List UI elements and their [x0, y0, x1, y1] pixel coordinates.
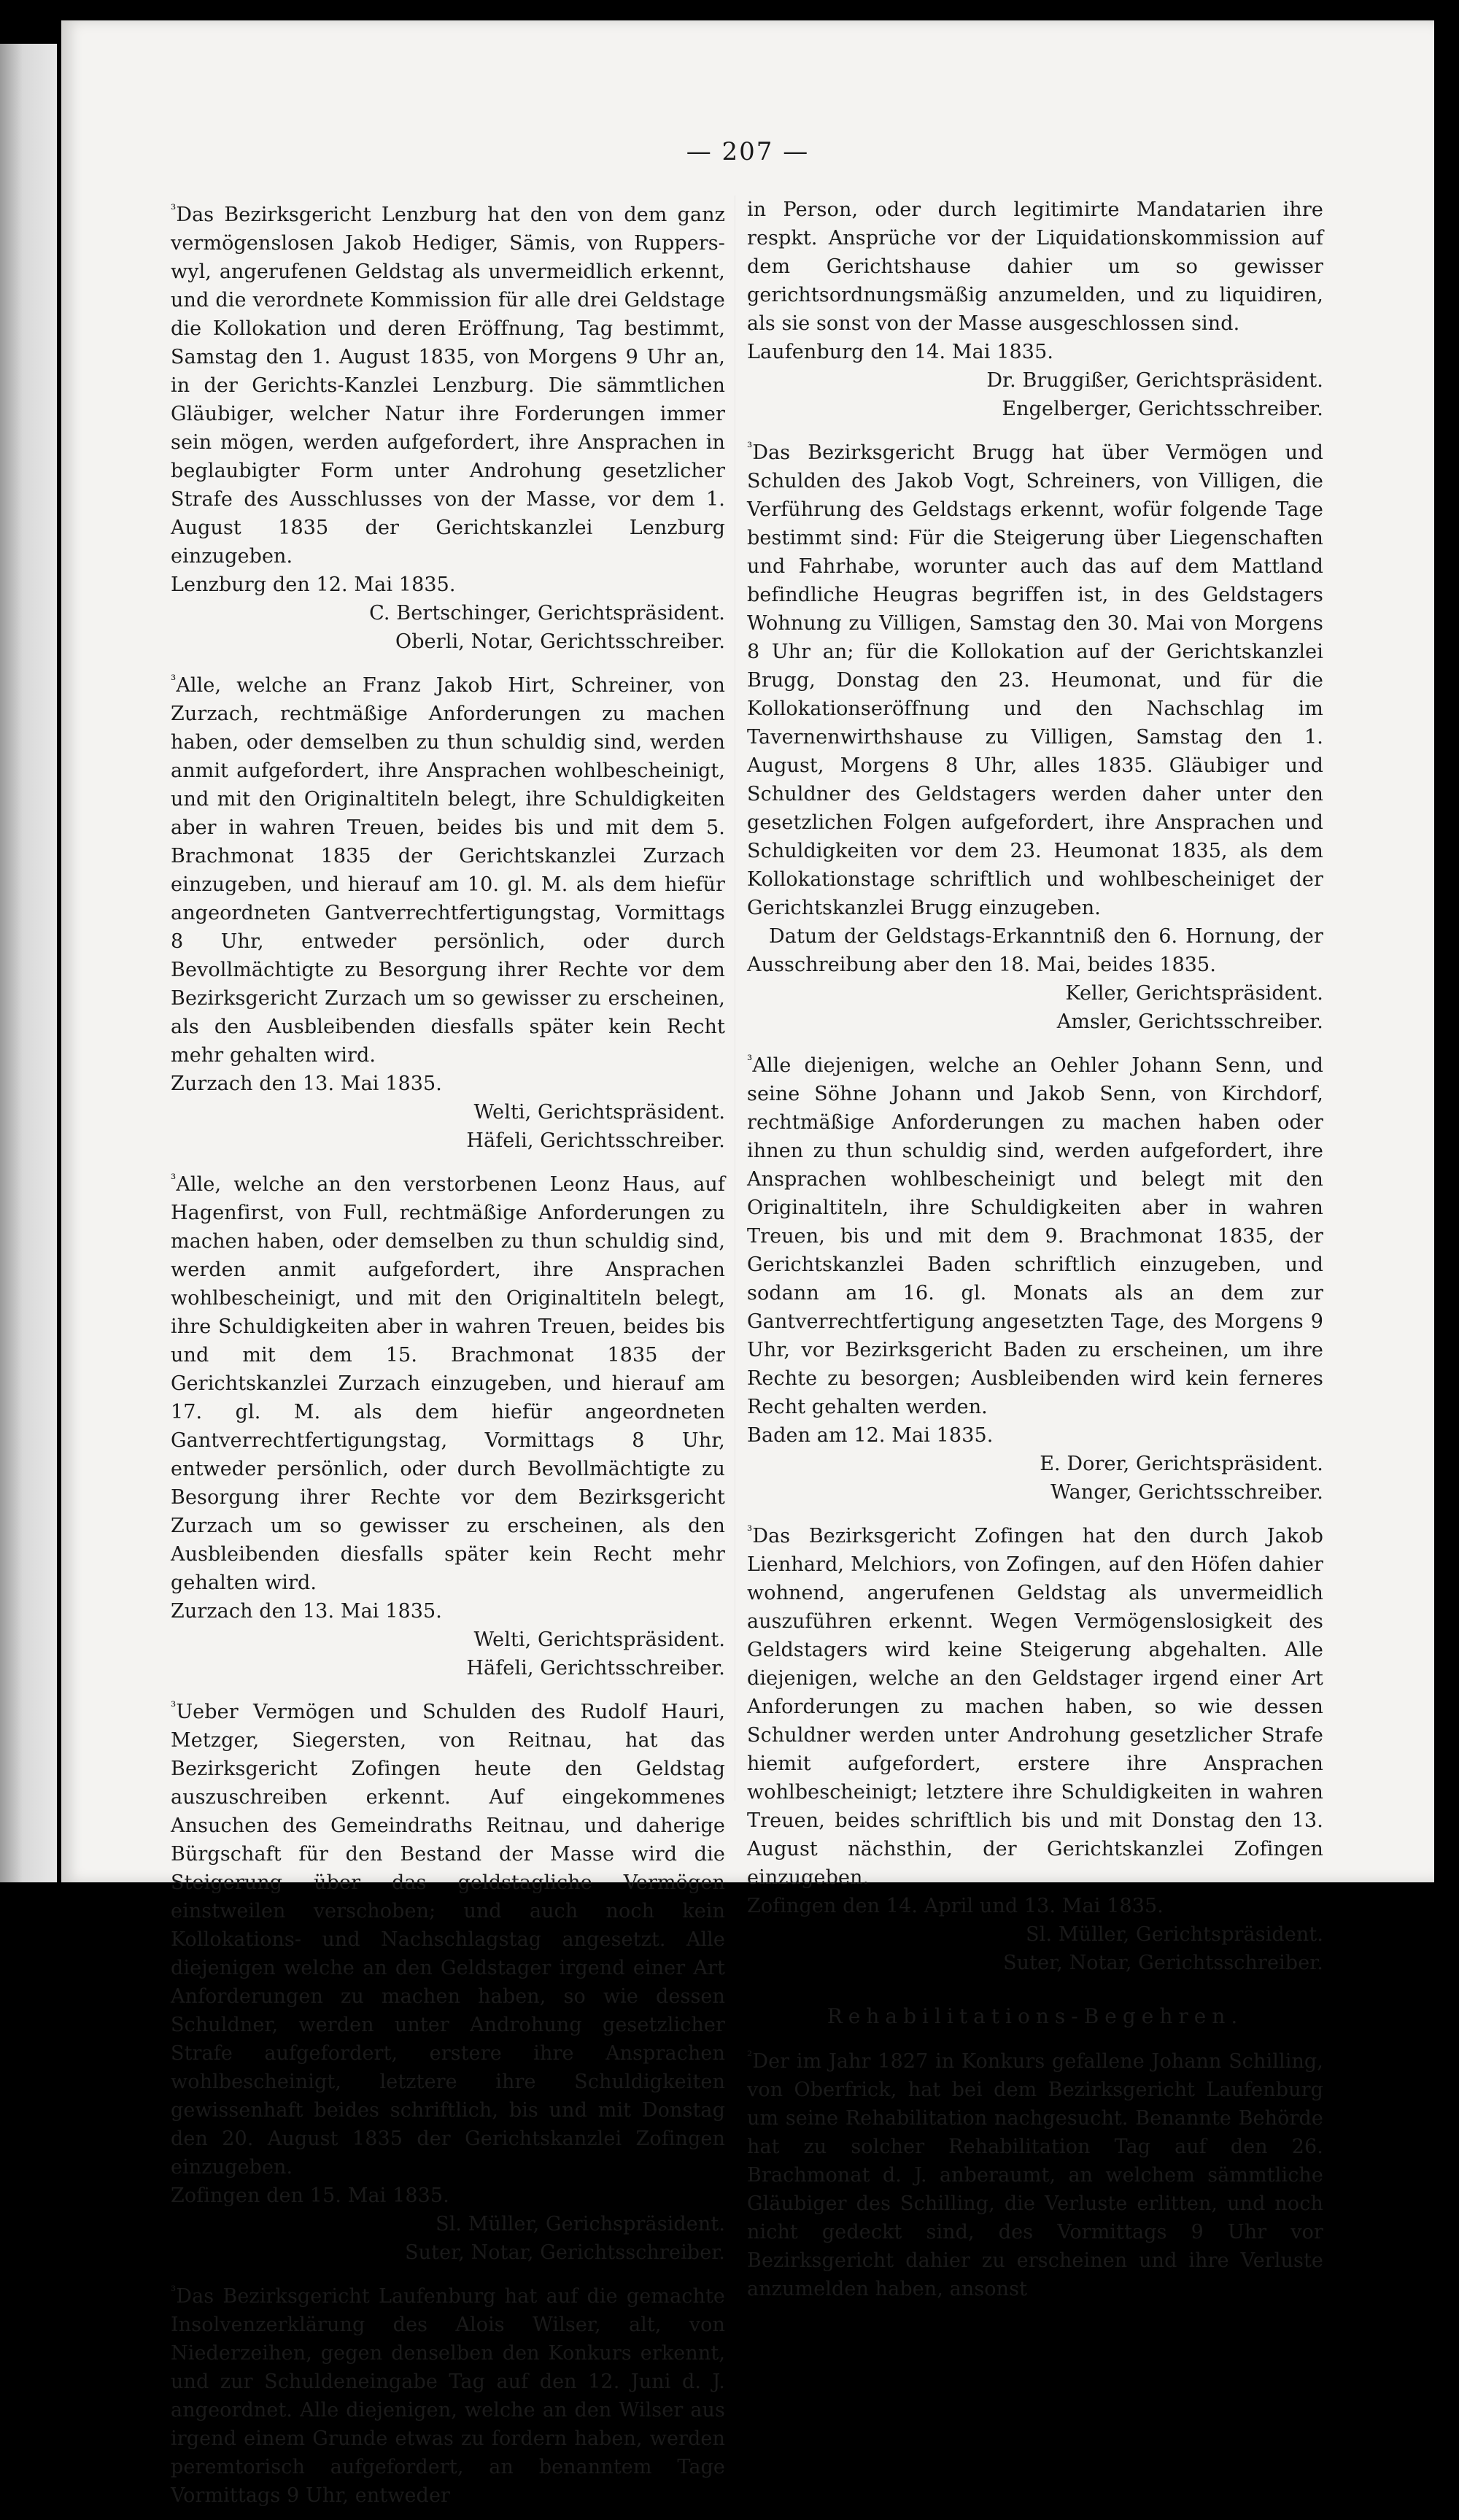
notice-spacer	[171, 1682, 725, 1693]
signature-line: Welti, Gerichtspräsident.	[473, 1101, 725, 1124]
notice-text: Der im Jahr 1827 in Konkurs gefallene Johann Schilling, von Oberfrick, hat bei dem Bezirksgericht Laufenburg um seine Rehabilitation nachgesucht. Benannte Behörde hat zu solcher Rehabilitation Tag auf den 26. Brachmonat d. J. anberaumt, an welchem sämmtliche Gläubiger des Schilling, die Verluste erlitten, und noch nicht gedeckt sind, des Vormittags 9 Uhr vor Bezirksgericht dahier zu erscheinen und ihre Verluste anzumelden haben, ansonst	[747, 2050, 1323, 2300]
notice-body	[171, 2277, 725, 2510]
signature-line: E. Dorer, Gerichtspräsident.	[1040, 1453, 1323, 1475]
notice-body	[171, 1165, 725, 1597]
signature-line: Amsler, Gerichtsschreiber.	[1056, 1010, 1323, 1033]
left-column	[171, 196, 725, 2520]
insertion-mark: ³	[747, 440, 753, 455]
notice-text: Das Bezirksgericht Zofingen hat den durch Jakob Lienhard, Melchiors, von Zofingen, auf den Höfen dahier wohnend, angerufenen Geldstag als unvermeidlich auszuführen erkennt. Wegen Vermögenslosigkeit des Geldstagers wird keine Steigerung abgehalten. Alle diejenigen, welche an den Geldstager irgend einer Art Anforderungen zu machen haben, so wie dessen Schuldner werden unter Androhung gesetzlicher Strafe hiemit aufgefordert, erstere ihre Ansprachen wohlbescheinigt; letztere ihre Schuldigkeiten in wahren Treuen, beides schriftlich bis und mit Donstag den 13. August nächsthin, der Gerichtskanzlei Zofingen einzugeben.	[747, 1525, 1323, 1889]
notice-text: Alle diejenigen, welche an Oehler Johann Senn, und seine Söhne Johann und Jakob Senn, von Kirchdorf, rechtmäßige Anforderungen zu machen haben oder ihnen zu thun schuldig sind, werden aufgefordert, ihre Ansprachen wohlbescheinigt und belegt mit den Originaltiteln, ihre Schuldigkeiten aber in wahren Treuen, bis und mit dem 9. Brachmonat 1835, der Gerichtskanzlei Baden schriftlich einzugeben, und sodann am 16. gl. Monats als an dem zur Gantverrechtfertigung angesetzten Tage, des Morgens 9 Uhr, vor Bezirksgericht Baden zu erscheinen, um ihre Rechte zu besorgen; Ausbleibenden wird kein ferneres Recht gehalten werden.	[747, 1054, 1323, 1418]
insertion-mark: ³	[747, 1523, 753, 1539]
notice-text: Ueber Vermögen und Schulden des Rudolf Hauri, Metzger, Siegersten, von Reitnau, hat das Bezirksgericht Zofingen heute den Geldstag auszuschreiben erkennt. Auf eingekommenes Ansuchen des Gemeindraths Reitnau, und daherige Bürgschaft für den Bestand der Masse wird die Steigerung über das geldstagliche Vermögen einstweilen verschoben; und auch noch kein Kollokations- und Nachschlagstag angesetzt. Alle diejenigen welche an den Geldstager irgend einer Art Anforderungen zu machen haben, so wie dessen Schuldner, werden unter Androhung gesetzlicher Strafe aufgefordert, erstere ihre Ansprachen wohlbescheinigt, letztere ihre Schuldigkeiten gewissenhaft beides schriftlich, bis und mit Donstag den 20. August 1835 der Gerichtskanzlei Zofingen einzugeben.	[171, 1701, 725, 2179]
insertion-mark: ³	[171, 673, 177, 688]
signature-line: Suter, Notar, Gerichtsschreiber.	[405, 2241, 725, 2264]
place-date: Lenzburg den 12. Mai 1835.	[171, 573, 456, 596]
insertion-mark: ³	[171, 1172, 177, 1187]
signature-line: Suter, Notar, Gerichtsschreiber.	[1003, 1952, 1323, 1974]
notice-body	[747, 1046, 1323, 1421]
notice-text: Das Bezirksgericht Laufenburg hat auf die gemachte Insolvenzerklärung des Alois Wilser, alt, von Niederzeihen, gegen denselben den Konkurs erkennt, und zur Schuldeneingabe Tag auf den 12. Juni d. J. angeordnet. Alle diejenigen, welche an den Wilser aus irgend einem Grunde etwas zu fordern haben, werden peremtorisch aufgefordert, an benanntem Tage Vormittags 9 Uhr, entweder	[171, 2285, 725, 2507]
signature-line: Häfeli, Gerichtsschreiber.	[466, 1657, 725, 1680]
notice-text: Das Bezirksgericht Lenzburg hat den von dem ganz vermögenslosen Jakob Hediger, Sämis, von Ruppers-wyl, angerufenen Geldstag als unvermeidlich erkennt, und die verordnete Kommission für alle drei Geldstage die Kollokation und deren Eröffnung, Tag bestimmt, Samstag den 1. August 1835, von Morgens 9 Uhr an, in der Gerichts-Kanzlei Lenzburg. Die sämmtlichen Gläubiger, welcher Natur ihre Forderungen immer sein mögen, werden aufgefordert, ihre Ansprachen in beglaubigter Form unter Androhung gesetzlicher Strafe des Ausschlusses von der Masse, vor dem 1. August 1835 der Gerichtskanzlei Lenzburg einzugeben.	[171, 204, 725, 568]
notice	[171, 1693, 725, 2267]
notice	[747, 2042, 1323, 2303]
right-column	[747, 196, 1323, 2314]
insertion-mark: ³	[171, 2284, 177, 2299]
notice	[171, 2277, 725, 2510]
notice-spacer	[171, 2510, 725, 2520]
insertion-mark: ²	[747, 2049, 753, 2064]
notice-spacer	[747, 1036, 1323, 1046]
section-heading: Rehabilitations-Begehren.	[827, 2004, 1244, 2028]
notice	[171, 196, 725, 656]
signature-line: C. Bertschinger, Gerichtspräsident.	[369, 602, 725, 625]
notice	[747, 1517, 1323, 1977]
notice-spacer	[747, 2303, 1323, 2314]
signature-line: Oberli, Notar, Gerichtsschreiber.	[395, 630, 725, 653]
notice-extra: Datum der Geldstags-Erkanntniß den 6. Hornung, der Ausschreibung aber den 18. Mai, beides 1835.	[747, 925, 1323, 976]
notice-body	[171, 196, 725, 571]
signature-line: Sl. Müller, Gerichtspräsident.	[1026, 1923, 1323, 1946]
notice-spacer	[171, 2267, 725, 2277]
notice	[171, 1165, 725, 1682]
notice-text: Das Bezirksgericht Brugg hat über Vermögen und Schulden des Jakob Vogt, Schreiners, von Villigen, die Verführung des Geldstags erkennt, wofür folgende Tage bestimmt sind: Für die Steigerung über Liegenschaften und Fahrhabe, worunter auch das auf dem Mattland befindliche Heugras begriffen ist, in des Geldstagers Wohnung zu Villigen, Samstag den 30. Mai von Morgens 8 Uhr an; für die Kollokation auf der Gerichtskanzlei Brugg, Donstag den 23. Heumonat, und für die Kollokationseröffnung und den Nachschlag im Tavernenwirthshause zu Villigen, Samstag den 1. August, Morgens 8 Uhr, alles 1835. Gläubiger und Schuldner des Geldstagers werden daher unter den gesetzlichen Folgen aufgefordert, ihre Ansprachen und Schuldigkeiten vor dem 23. Heumonat 1835, als dem Kollokationstage schriftlich und wohlbescheiniget der Gerichtskanzlei Brugg einzugeben.	[747, 441, 1323, 919]
notice-body	[171, 666, 725, 1070]
notice-body	[171, 1693, 725, 2181]
notice-spacer	[171, 656, 725, 666]
place-date: Zurzach den 13. Mai 1835.	[171, 1072, 442, 1095]
signature-line: Welti, Gerichtspräsident.	[473, 1628, 725, 1651]
notice-continuation	[747, 196, 1323, 423]
notice-text: Alle, welche an den verstorbenen Leonz Haus, auf Hagenfirst, von Full, rechtmäßige Anforderungen zu machen haben, oder demselben zu thun schuldig sind, werden anmit aufgefordert, ihre Ansprachen wohlbescheinigt, und mit den Originaltiteln belegt, ihre Schuldigkeiten aber in wahren Treuen, beides bis und mit dem 15. Brachmonat 1835 der Gerichtskanzlei Zurzach einzugeben, und hierauf am 17. gl. M. als dem hiefür angeordneten Gantverrechtfertigungstag, Vormittags 8 Uhr, entweder persönlich, oder durch Bevollmächtigte zu Besorgung ihrer Rechte vor dem Bezirksgericht Zurzach um so gewisser zu erscheinen, als den Ausbleibenden diesfalls später kein Recht mehr gehalten wird.	[171, 1173, 725, 1594]
insertion-mark: ³	[747, 1053, 753, 1068]
newspaper-page	[61, 20, 1434, 2507]
signature-line: Sl. Müller, Gerichspräsident.	[436, 2213, 725, 2235]
notice-body	[747, 2042, 1323, 2303]
notice	[747, 1046, 1323, 1507]
place-date: Zofingen den 14. April und 13. Mai 1835.	[747, 1895, 1164, 1917]
signature-line: Dr. Bruggißer, Gerichtspräsident.	[986, 369, 1323, 392]
notice	[171, 666, 725, 1155]
insertion-mark: ³	[171, 202, 177, 217]
page-number: — 207 —	[686, 137, 810, 166]
insertion-mark: ³	[171, 1699, 177, 1715]
place-date: Zofingen den 15. Mai 1835.	[171, 2184, 449, 2207]
notice	[747, 433, 1323, 1036]
place-date: Zurzach den 13. Mai 1835.	[171, 1600, 442, 1623]
signature-line: Keller, Gerichtspräsident.	[1065, 982, 1323, 1005]
notice-body	[747, 433, 1323, 922]
place-date: Laufenburg den 14. Mai 1835.	[747, 341, 1054, 363]
signature-line: Engelberger, Gerichtsschreiber.	[1002, 398, 1323, 420]
notice-spacer	[747, 1977, 1323, 1987]
notice-spacer	[747, 423, 1323, 433]
notice-body	[747, 196, 1323, 338]
notice-spacer	[171, 1155, 725, 1165]
notice-text: Alle, welche an Franz Jakob Hirt, Schreiner, von Zurzach, rechtmäßige Anforderungen zu machen haben, oder demselben zu thun schuldig sind, werden anmit aufgefordert, ihre Ansprachen wohlbescheinigt, und mit den Originaltiteln belegt, ihre Schuldigkeiten aber in wahren Treuen, beides bis und mit dem 5. Brachmonat 1835 der Gerichtskanzlei Zurzach einzugeben, und hierauf am 10. gl. M. als dem hiefür angeordneten Gantverrechtfertigungstag, Vormittags 8 Uhr, entweder persönlich, oder durch Bevollmächtigte zu Besorgung ihrer Rechte vor dem Bezirksgericht Zurzach um so gewisser zu erscheinen, als den Ausbleibenden diesfalls später kein Recht mehr gehalten wird.	[171, 674, 725, 1067]
signature-line: Häfeli, Gerichtsschreiber.	[466, 1129, 725, 1152]
notice-spacer	[747, 1507, 1323, 1517]
signature-line: Wanger, Gerichtsschreiber.	[1050, 1481, 1323, 1504]
place-date: Baden am 12. Mai 1835.	[747, 1424, 994, 1447]
notice-body	[747, 1517, 1323, 1892]
facing-page-edge	[0, 44, 57, 1882]
notice-text: in Person, oder durch legitimirte Mandatarien ihre respkt. Ansprüche vor der Liquidationskommission auf dem Gerichtshause dahier um so gewisser gerichtsordnungsmäßig anzumelden, und zu liquidiren, als sie sonst von der Masse ausgeschlossen sind.	[747, 198, 1323, 335]
